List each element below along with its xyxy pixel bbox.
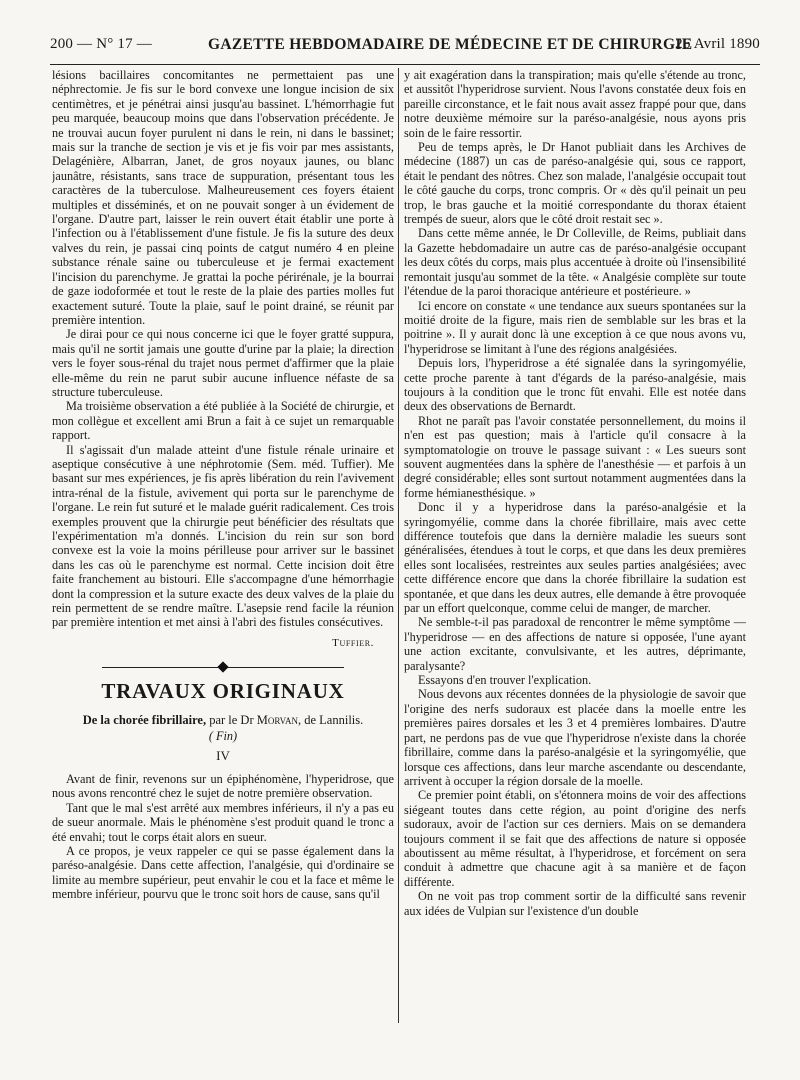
- paragraph: Ici encore on constate « une tendance aux sueurs spontanées sur la moitié droite de la figure, mais rien de semblable sur les bras et la poitrine ». Il y aurait donc là une exception à ce que nous avons vu, l'hyperidrose se limitant à l'une des régions analgésiées.: [404, 298, 746, 356]
- paragraph: Peu de temps après, le Dr Hanot publiait dans les Archives de médecine (1887) un cas de paréso-analgésie qui, sous ce rapport, était le pendant des nôtres. Chez son malade, l'analgésie occupait tout le côté gauche du corps, tronc compris. Or « dès qu'il peinait un peu trop, le bras gauche et la moitié correspondante du thorax étaient trempés de sueur, alors que le côté droit restait sec ».: [404, 140, 746, 227]
- page-number: 200 — N° 17 —: [50, 36, 152, 52]
- paragraph: Nous devons aux récentes données de la physiologie de savoir que l'origine des nerfs sudoraux est placée dans la moelle entre les premières paires dorsales et les 3 et 4 premières lombaires. D'autre part, ne perdons pas de vue que l'hyperidrose n'existe dans la chorée fibrillaire, comme dans la paréso-analgésie et la syringomyélie, que lorsque ces affections, dans leur marche ascendante ou descendante, arrivent à occuper la région dorsale de la moelle.: [404, 687, 746, 788]
- article-by: par le Dr: [209, 712, 254, 727]
- page-header: [50, 30, 760, 58]
- article-place: de Lannilis.: [304, 712, 364, 727]
- article-heading: [52, 713, 394, 727]
- article-fin: ( Fin): [208, 729, 238, 744]
- right-column: [404, 68, 746, 1058]
- diamond-ornament-icon: [217, 662, 228, 673]
- article-title: De la chorée fibrillaire,: [82, 712, 207, 727]
- section-title: TRAVAUX ORIGINAUX: [101, 679, 345, 704]
- paragraph: Depuis lors, l'hyperidrose a été signalée dans la syringomyélie, cette proche parente à tant d'égards de la paréso-analgésie, mais toujours à la condition que le tronc fût envahi. Elle est notée dans deux des observations de Bernardt.: [404, 356, 746, 414]
- paragraph: Ne semble-t-il pas paradoxal de rencontrer le même symptôme — l'hyperidrose — en des affections de nature si opposée, l'une ayant une action excitante, convulsivante, et les autres, déprimante, paralysante?: [404, 615, 746, 673]
- chapter-number: IV: [216, 748, 230, 764]
- paragraph: Rhot ne paraît pas l'avoir constatée personnellement, du moins il n'en est pas question; mais à l'article qu'il consacre à la symptomatologie on trouve le passage suivant : « Les sueurs sont souvent augmentées dans la sphère de l'anesthésie — et parfois à un degré considérable; elles sont surtout notamment augmentées dans la forme hémianesthésique. »: [404, 413, 746, 500]
- paragraph: Donc il y a hyperidrose dans la paréso-analgésie et la syringomyélie, comme dans la chorée fibrillaire, mais avec cette différence toutefois que dans la dernière maladie les sueurs sont généralisées, étendues à tout le corps, et que dans les deux premières elles sont localisées, restreintes aux seules parties analgésiées; avec cette différence encore que dans la chorée fibrillaire la sudation est spontanée, et que dans les deux autres, elle demande à être provoquée par un effort quelconque, comme celui de manger, de marcher.: [404, 500, 746, 616]
- author-signature: Tuffier.: [332, 636, 374, 649]
- left-column: [52, 68, 394, 1058]
- paragraph: Ce premier point établi, on s'étonnera moins de voir des affections siégeant toutes dans cette région, au point d'origine des nerfs sudoraux, avoir de l'action sur ces derniers. Mais on se demandera toujours comment il se fait que des affections de nature si opposée aboutissent au même résultat, à l'hyperidrose, et forcément on sera conduit à admettre que chacune agit à sa manière et de façon différente.: [404, 788, 746, 889]
- issue-date: 26 Avril 1890: [675, 36, 760, 52]
- paragraph: y ait exagération dans la transpiration; mais qu'elle s'étende au tronc, et aussitôt l'hyperidrose survient. Nous l'avons constatée deux fois en pareille circonstance, et le fait nous avait assez frappé pour que, dans notre deuxième mémoire sur la paréso-analgésie, nous ayons pris soin de le faire ressortir.: [404, 68, 746, 140]
- paragraph: Ma troisième observation a été publiée à la Société de chirurgie, et mon collègue et excellent ami Brun a fait à ce sujet un remarquable rapport.: [52, 399, 394, 443]
- paragraph: Tant que le mal s'est arrêté aux membres inférieurs, il n'y a pas eu de sueur anormale. Mais le phénomène s'est produit quand le tronc a été envahi; tout le corps était alors en sueur.: [52, 800, 394, 844]
- paragraph: Je dirai pour ce qui nous concerne ici que le foyer gratté suppura, mais qu'il ne sortit jamais une goutte d'urine par la plaie; la direction vers le foyer sous-rénal du trajet nous permet d'affirmer que la plaie elle-même du rein ne parut subir aucune influence néfaste de sa structure tuberculeuse.: [52, 327, 394, 399]
- header-rule: [50, 64, 760, 65]
- column-divider: [398, 68, 399, 1023]
- section-separator: [52, 660, 394, 674]
- paragraph: On ne voit pas trop comment sortir de la difficulté sans revenir aux idées de Vulpian sur l'existence d'un double: [404, 889, 746, 918]
- paragraph: Il s'agissait d'un malade atteint d'une fistule rénale urinaire et aseptique consécutive à une néphrotomie (Sem. méd. Tuffier). Me basant sur mes expériences, je fis après libération du rein l'avivement intra-rénal de la fistule, avivement qui porta sur le parenchyme de l'organe. Le rein fut suturé et le malade guérit radicalement. Ces trois exemples prouvent que la chirurgie peut bénéficier des résultats que l'expérimentation m'a donnés. L'incision du rein sur son bord convexe est la voie la moins périlleuse pour arriver sur le bassinet dans les cas où le parenchyme est normal. Cette incision doit être faite franchement au bistouri. Elle s'accompagne d'une hémorrhagie dont la compression et la suture exacte des deux valves de la plaie du rein permettent de se rendre maître. L'asepsie rend facile la réunion par première intention et met ainsi à l'abri des fistules consécutives.: [52, 442, 394, 630]
- paragraph: Dans cette même année, le Dr Colleville, de Reims, publiait dans la Gazette hebdomadaire un autre cas de paréso-analgésie occupant les deux côtés du corps, mais plus accentuée à droite où l'insensibilité remontait jusqu'au sommet de la tête. « Analgésie complète sur toute l'étendue de la paroi thoracique antérieure et postérieure. »: [404, 226, 746, 299]
- article-author: Morvan,: [256, 712, 302, 727]
- paragraph: Avant de finir, revenons sur un épiphénomène, l'hyperidrose, que nous avons rencontré chez le sujet de notre première observation.: [52, 771, 394, 801]
- paragraph: lésions bacillaires concomitantes ne permettaient pas une néphrectomie. Je fis sur le bord convexe une longue incision de six centimètres, et je pénétrai ainsi jusqu'au bassinet. L'hémorrhagie fut peu marquée, beaucoup moins que dans l'observation précédente. Je ne trouvai aucun foyer purulent ni dans le rein, ni dans le bassinet; mais sur la tranche de section je vis et je fis voir par mes assistants, Delagénière, Albarran, Janet, de gros noyaux jaunes, ou blanc jaunâtre, résistants, sans trace de suppuration, présentant tous les caractères de la tuberculose. Malheureusement ces foyers étaient multiples et disséminés, et on ne pouvait songer à un évidement de l'organe. D'autre part, laisser le rein ouvert était établir une porte à l'infection ou à l'établissement d'une fistule. Je fis la suture des deux valves du rein, je passai cinq points de catgut numéro 4 en pleine substance rénale saine ou tuberculeuse et je fermai exactement l'incision du parenchyme. Je grattai la poche périrénale, je la bourrai de gaze iodoformée et tout le reste de la plaie des parties molles fut exactement suturé. Toute la plaie, sauf le point drainé, se réunit par première intention.: [52, 68, 394, 327]
- paragraph: A ce propos, je veux rappeler ce qui se passe également dans la paréso-analgésie. Dans cette affection, l'analgésie, qui d'ordinaire se limite au membre supérieur, peut envahir le cou et la face et même le membre inférieur, pourvu que le tronc soit hors de cause, sans qu'il: [52, 843, 394, 902]
- paragraph: Essayons d'en trouver l'explication.: [418, 673, 592, 688]
- journal-title: GAZETTE HEBDOMADAIRE DE MÉDECINE ET DE CHIRURGIE: [208, 36, 693, 53]
